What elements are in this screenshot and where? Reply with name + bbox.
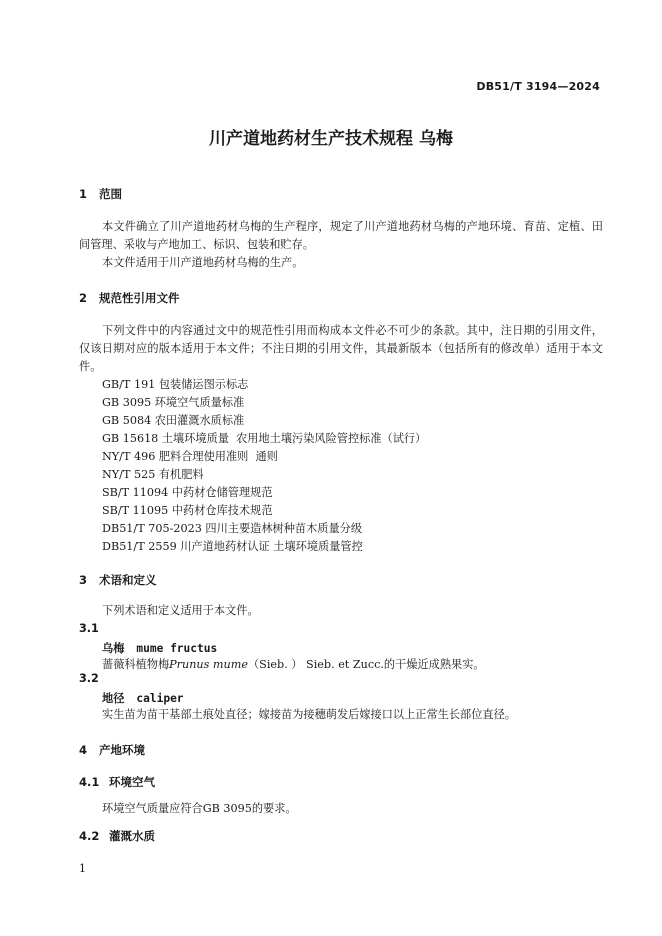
reference-item: NY/T 525 有机肥料 — [102, 468, 204, 481]
term-definition: 实生苗为苗干基部土痕处直径；嫁接苗为接穗萌发后嫁接口以上正常生长部位直径。 — [102, 708, 516, 721]
reference-item: GB 5084 农田灌溉水质标准 — [102, 414, 245, 427]
scope-paragraph-1: 本文件确立了川产道地药材乌梅的生产程序，规定了川产道地药材乌梅的产地环境、育苗、定植、田间管理、采收与产地加工、标识、包装和贮存。 — [79, 220, 603, 251]
term-number: 3.1 — [79, 622, 99, 635]
terms-intro: 下列术语和定义适用于本文件。 — [102, 604, 259, 617]
section-title: 规范性引用文件 — [99, 291, 180, 305]
references-intro-paragraph: 下列文件中的内容通过文中的规范性引用而构成本文件必不可少的条款。其中，注日期的引用文件，仅该日期对应的版本适用于本文件；不注日期的引用文件，其最新版本（包括所有的修改单）适用于本文件。 — [79, 324, 603, 373]
reference-item: GB 15618 土壤环境质量 农用地土壤污染风险管控标准（试行） — [102, 432, 427, 445]
term-definition — [102, 656, 485, 674]
term-en: caliper — [136, 692, 184, 705]
subsection-title: 灌溉水质 — [109, 829, 155, 843]
term-zh: 地径 — [102, 692, 125, 705]
subsection-title: 环境空气 — [109, 775, 155, 789]
subsection-heading-irrigation-water — [79, 828, 155, 844]
section-title: 产地环境 — [99, 743, 145, 757]
section-heading-environment — [79, 742, 145, 758]
section-number: 1 — [79, 187, 88, 201]
scope-paragraph-2: 本文件适用于川产道地药材乌梅的生产。 — [102, 256, 304, 269]
section-number: 4 — [79, 743, 88, 757]
term-en: mume fructus — [136, 642, 218, 655]
section-number: 2 — [79, 291, 88, 305]
definition-prefix: 蔷薇科植物梅 — [102, 658, 170, 671]
subsection-number: 4.2 — [79, 829, 100, 843]
reference-item: GB 3095 环境空气质量标准 — [102, 396, 245, 409]
section-title: 术语和定义 — [99, 573, 157, 587]
reference-item: SB/T 11094 中药材仓储管理规范 — [102, 486, 273, 499]
term-heading — [102, 690, 184, 706]
term-zh: 乌梅 — [102, 642, 125, 655]
section-number: 3 — [79, 573, 88, 587]
document-title: 川产道地药材生产技术规程 乌梅 — [209, 129, 453, 149]
standard-number: DB51/T 3194—2024 — [476, 80, 600, 93]
page-number: 1 — [79, 862, 86, 875]
reference-item: DB51/T 705-2023 四川主要造林树种苗木质量分级 — [102, 522, 363, 535]
air-quality-text: 环境空气质量应符合GB 3095的要求。 — [102, 802, 297, 815]
reference-item: SB/T 11095 中药材仓库技术规范 — [102, 504, 273, 517]
subsection-heading-air — [79, 774, 155, 790]
reference-item: GB/T 191 包装储运图示标志 — [102, 378, 249, 391]
section-title: 范围 — [99, 187, 122, 201]
subsection-number: 4.1 — [79, 775, 100, 789]
term-number: 3.2 — [79, 672, 99, 685]
section-heading-normative-references — [79, 290, 180, 306]
reference-item: DB51/T 2559 川产道地药材认证 土壤环境质量管控 — [102, 540, 363, 553]
term-heading — [102, 640, 217, 656]
section-heading-terms — [79, 572, 157, 588]
definition-suffix: （Sieb. ） Sieb. et Zucc.的干燥近成熟果实。 — [247, 658, 485, 671]
reference-item: NY/T 496 肥料合理使用准则 通则 — [102, 450, 278, 463]
latin-name: Prunus mume — [169, 658, 248, 671]
section-heading-scope — [79, 186, 122, 202]
